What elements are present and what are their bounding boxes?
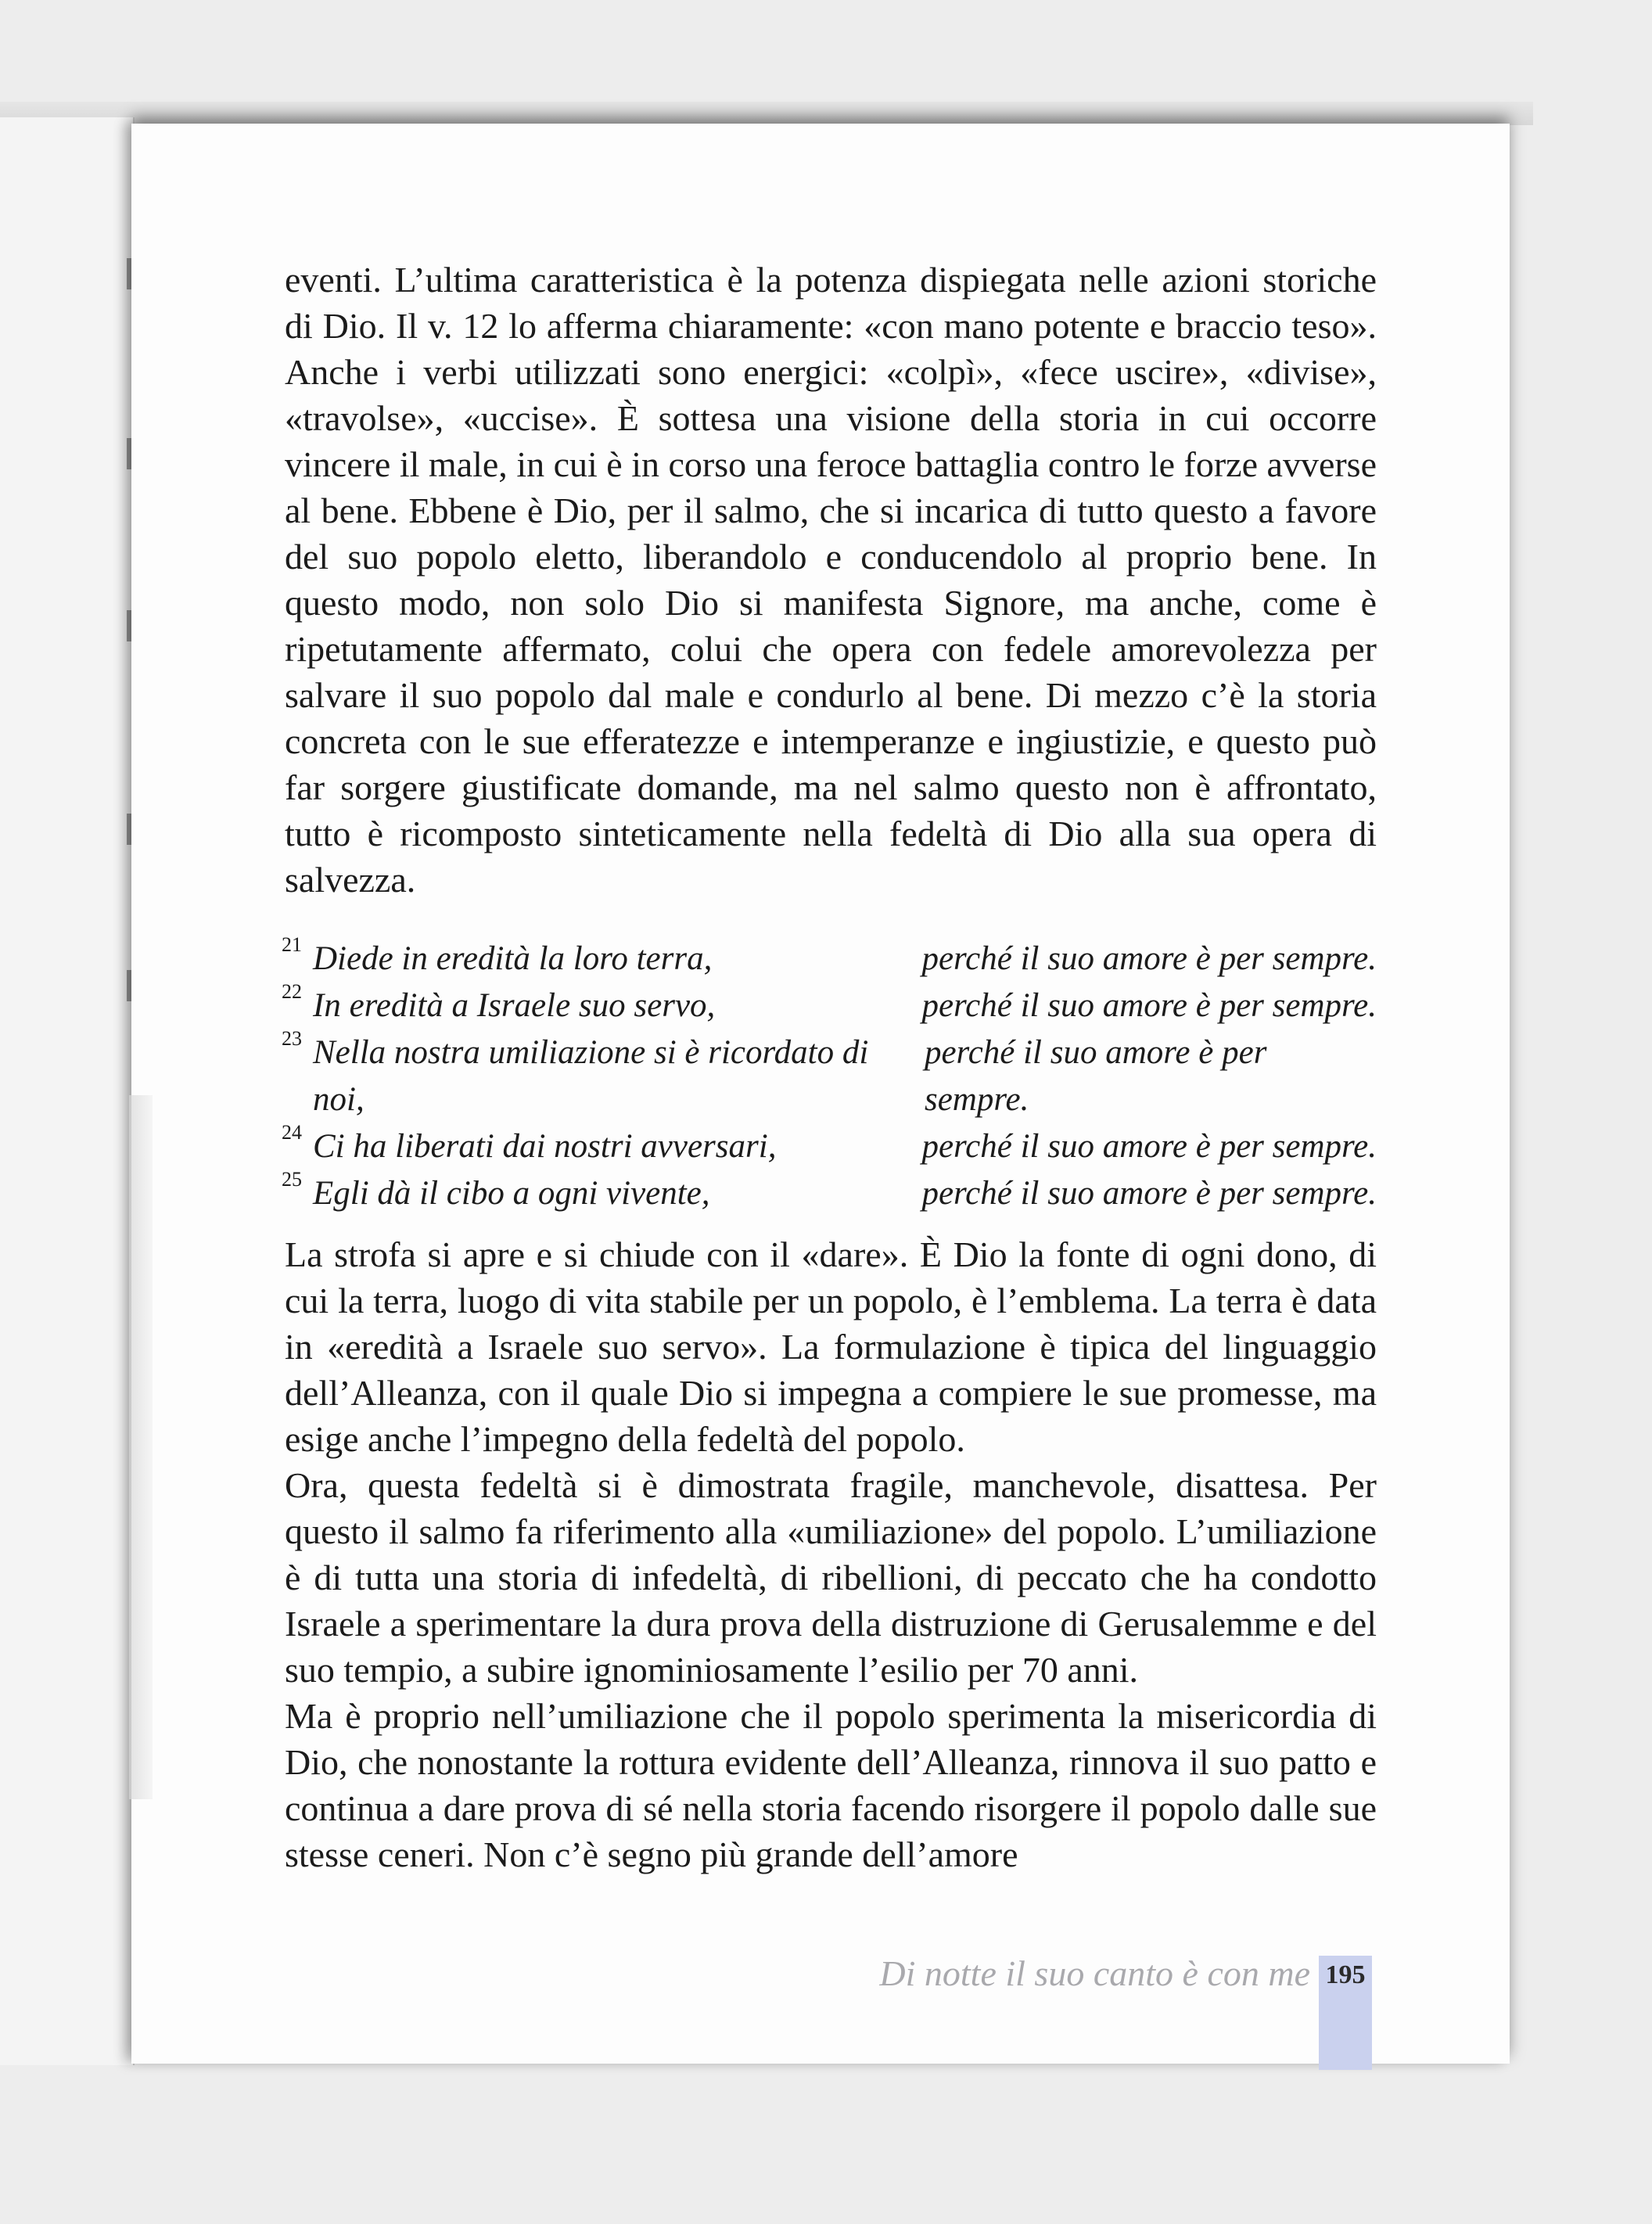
verse-number: 22 <box>282 980 302 1003</box>
verse-text: Diede in eredità la loro terra, <box>313 940 713 977</box>
page-number: 195 <box>1325 1960 1366 1989</box>
psalm-verse <box>282 933 1377 983</box>
paragraph: eventi. L’ultima caratteristica è la potenza dispiegata nelle azioni storiche di Dio. Il v. 12 lo afferma chiaramente: «con mano potente e braccio teso». Anche i verbi utilizzati sono energici: «colpì», «fece uscire», «divise», «travolse», «uccise». È sottesa una visione della storia in cui occorre vincere il male, in cui è in corso una feroce battaglia contro le forze avverse al bene. Ebbene è Dio, per il salmo, che si incarica di tutto questo a favore del suo popolo eletto, liberandolo e conducendolo al proprio bene. In questo modo, non solo Dio si manifesta Signore, ma anche, come è ripetutamente affermato, colui che opera con fedele amorevolezza per salvare il suo popolo dal male e condurlo al bene. Di mezzo c’è la storia concreta con le sue efferatezze e intemperanze e ingiustizie, e questo può far sorgere giustificate domande, ma nel salmo questo non è affrontato, tutto è ricomposto sinteticamente nella fedeltà di Dio alla sua opera di salvezza. <box>285 260 1377 900</box>
verse-number: 24 <box>282 1121 302 1144</box>
paragraph: Ma è proprio nell’umiliazione che il popolo sperimenta la misericordia di Dio, che nonostante la rottura evidente dell’Alleanza, rinnova il suo patto e continua a dare prova di sé nella storia facendo risorgere il popolo dalle sue stesse ceneri. Non c’è segno più grande dell’amore <box>285 1696 1377 1874</box>
verse-refrain: perché il suo amore è per sempre. <box>921 987 1377 1024</box>
paragraph: La strofa si apre e si chiude con il «dare». È Dio la fonte di ogni dono, di cui la terra, luogo di vita stabile per un popolo, è l’emblema. La terra è data in «eredità a Israele suo servo». La formulazione è tipica del linguaggio dell’Alleanza, con il quale Dio si impegna a compiere le sue promesse, ma esige anche l’impegno della fedeltà del popolo. <box>285 1234 1377 1459</box>
psalm-verse <box>282 1027 1377 1123</box>
verse-number: 23 <box>282 1027 302 1050</box>
psalm-verse <box>282 1168 1377 1217</box>
verse-refrain: perché il suo amore è per sempre. <box>924 1034 1267 1118</box>
running-footer-title: Di notte il suo canto è con me <box>879 1953 1310 1993</box>
psalm-verses <box>282 933 1377 1217</box>
verse-refrain: perché il suo amore è per sempre. <box>921 1128 1377 1165</box>
verse-refrain: perché il suo amore è per sempre. <box>921 1175 1377 1212</box>
verse-text: In eredità a Israele suo servo, <box>313 987 716 1024</box>
page-body <box>282 257 1377 1877</box>
verse-text: Egli dà il cibo a ogni vivente, <box>313 1175 710 1212</box>
verse-number: 25 <box>282 1168 302 1191</box>
psalm-verse <box>282 980 1377 1029</box>
previous-page-edge <box>0 117 135 2065</box>
verse-number: 21 <box>282 933 302 956</box>
paragraph: Ora, questa fedeltà si è dimostrata fragile, manchevole, disattesa. Per questo il salmo fa riferimento alla «umiliazione» del popolo. L’umiliazione è di tutta una storia di infedeltà, di ribellioni, di peccato che ha condotto Israele a sperimentare la dura prova della distruzione di Gerusalemme e del suo tempio, a subire ignominiosamente l’esilio per 70 anni. <box>285 1465 1377 1690</box>
verse-refrain: perché il suo amore è per sempre. <box>921 940 1377 977</box>
spine-shadow <box>129 1095 153 1799</box>
verse-text: Ci ha liberati dai nostri avversari, <box>313 1128 777 1165</box>
verse-text: Nella nostra umiliazione si è ricordato di noi, <box>313 1034 869 1118</box>
psalm-verse <box>282 1121 1377 1170</box>
scan-edge <box>0 102 1533 125</box>
